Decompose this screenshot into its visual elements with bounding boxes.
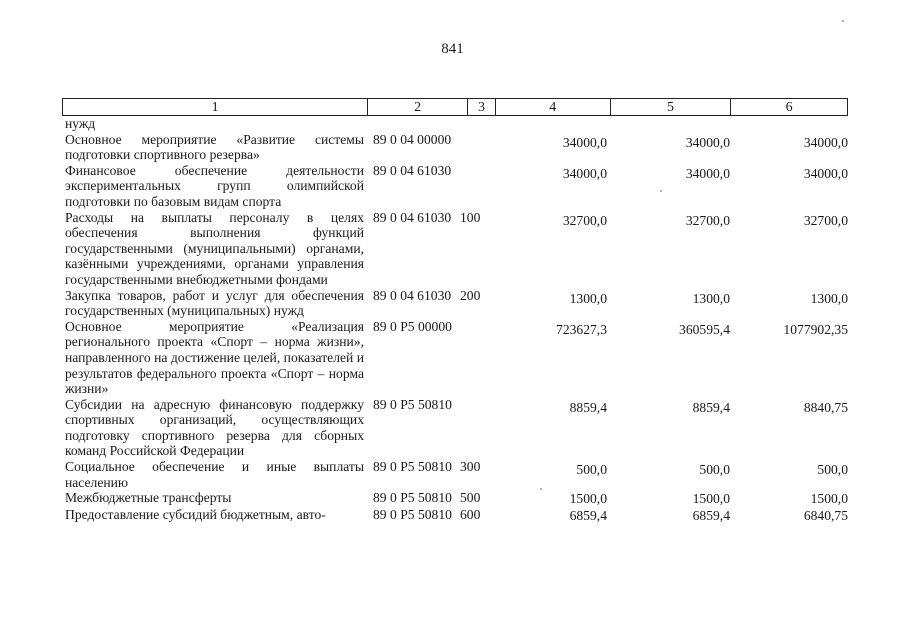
row-value-4: 723627,3 xyxy=(556,321,607,337)
row-value-5: 1500,0 xyxy=(692,491,730,507)
row-value-5: 360595,4 xyxy=(679,321,730,337)
row-code: 89 0 Р5 50810 xyxy=(373,490,452,506)
table-row xyxy=(62,288,848,319)
table-row xyxy=(62,116,848,132)
row-value-4: 8859,4 xyxy=(569,399,607,415)
row-value-6 xyxy=(730,116,848,117)
row-value-6: 500,0 xyxy=(817,462,848,478)
row-value-5: 32700,0 xyxy=(685,212,730,228)
row-kind: 300 xyxy=(460,459,481,475)
row-name: Предоставление субсидий бюджетным, авто- xyxy=(65,506,326,522)
row-value-5: 8859,4 xyxy=(692,399,730,415)
row-kind: 200 xyxy=(460,287,481,303)
table-row xyxy=(62,490,848,507)
table-row xyxy=(62,163,848,210)
row-name: Закупка товаров, работ и услуг для обеспечения государственных (муниципальных) нужд xyxy=(65,287,364,319)
row-code: 89 0 04 61030 xyxy=(373,209,452,225)
row-name: Основное мероприятие «Развитие системы подготовки спортивного резерва» xyxy=(65,131,364,163)
row-value-4 xyxy=(494,116,607,117)
row-kind: 100 xyxy=(460,209,481,225)
row-value-6: 8840,75 xyxy=(803,399,848,415)
row-value-5: 1300,0 xyxy=(692,290,730,306)
row-value-5: 34000,0 xyxy=(685,134,730,150)
row-value-6: 1300,0 xyxy=(810,290,848,306)
row-value-6: 6840,75 xyxy=(803,507,848,523)
header-col-3: 3 xyxy=(468,99,496,115)
row-value-6: 1500,0 xyxy=(810,491,848,507)
row-name: Субсидии на адресную финансовую поддержку спортивных организаций, осуществляющих подготовку спортивного резерва для сборных команд Российской Федерации xyxy=(65,396,364,459)
row-code: 89 0 Р5 00000 xyxy=(373,318,452,334)
row-value-6: 32700,0 xyxy=(803,212,848,228)
row-code: 89 0 04 61030 xyxy=(373,162,452,178)
row-value-4: 500,0 xyxy=(576,462,607,478)
row-kind: 600 xyxy=(460,506,481,522)
row-code: 89 0 Р5 50810 xyxy=(373,459,452,475)
row-value-6: 34000,0 xyxy=(803,134,848,150)
row-code: 89 0 Р5 50810 xyxy=(373,506,452,522)
row-value-4: 1300,0 xyxy=(569,290,607,306)
row-value-4: 34000,0 xyxy=(562,134,607,150)
row-name: Межбюджетные трансферты xyxy=(65,490,232,506)
row-name: Расходы на выплаты персоналу в целях обеспечения выполнения функций государственными (муниципальными) органами, казёнными учреждениями, органами управления государственными внебюджетными фондами xyxy=(65,209,364,287)
header-col-6: 6 xyxy=(785,100,793,115)
header-col-2: 2 xyxy=(368,99,468,115)
scan-speck xyxy=(540,488,542,490)
row-name: Основное мероприятие «Реализация регионального проекта «Спорт – норма жизни», направленного на достижение целей, показателей и результатов федерального проекта «Спорт – норма жизни» xyxy=(65,318,364,397)
row-value-4: 6859,4 xyxy=(569,507,607,523)
row-value-6: 34000,0 xyxy=(803,165,848,181)
table-row xyxy=(62,397,848,459)
row-value-4: 32700,0 xyxy=(562,212,607,228)
row-value-6: 1077902,35 xyxy=(783,321,848,337)
row-value-4: 34000,0 xyxy=(562,165,607,181)
row-value-5: 34000,0 xyxy=(685,165,730,181)
table-row xyxy=(62,210,848,288)
row-kind: 500 xyxy=(460,490,481,506)
row-code: 89 0 Р5 50810 xyxy=(373,396,452,412)
row-value-5: 6859,4 xyxy=(692,507,730,523)
row-value-4: 1500,0 xyxy=(569,491,607,507)
table-header xyxy=(62,98,848,116)
scan-speck xyxy=(842,20,844,22)
header-col-1: 1 xyxy=(63,99,368,115)
header-col-5: 5 xyxy=(611,99,732,115)
row-name: Финансовое обеспечение деятельности экспериментальных групп олимпийской подготовки по базовым видам спорта xyxy=(65,162,364,209)
row-code: 89 0 04 00000 xyxy=(373,131,452,147)
table-row xyxy=(62,459,848,490)
row-name: Социальное обеспечение и иные выплаты населению xyxy=(65,459,364,490)
header-col-4: 4 xyxy=(496,99,611,115)
table-body xyxy=(62,116,848,523)
row-name: нужд xyxy=(65,116,96,131)
table-row xyxy=(62,132,848,163)
table-row xyxy=(62,319,848,397)
row-code: 89 0 04 61030 xyxy=(373,287,452,303)
page-number: 841 xyxy=(441,41,464,57)
row-value-5: 500,0 xyxy=(699,462,730,478)
scan-speck xyxy=(660,190,662,192)
table-row xyxy=(62,507,848,524)
row-value-5 xyxy=(607,116,730,117)
